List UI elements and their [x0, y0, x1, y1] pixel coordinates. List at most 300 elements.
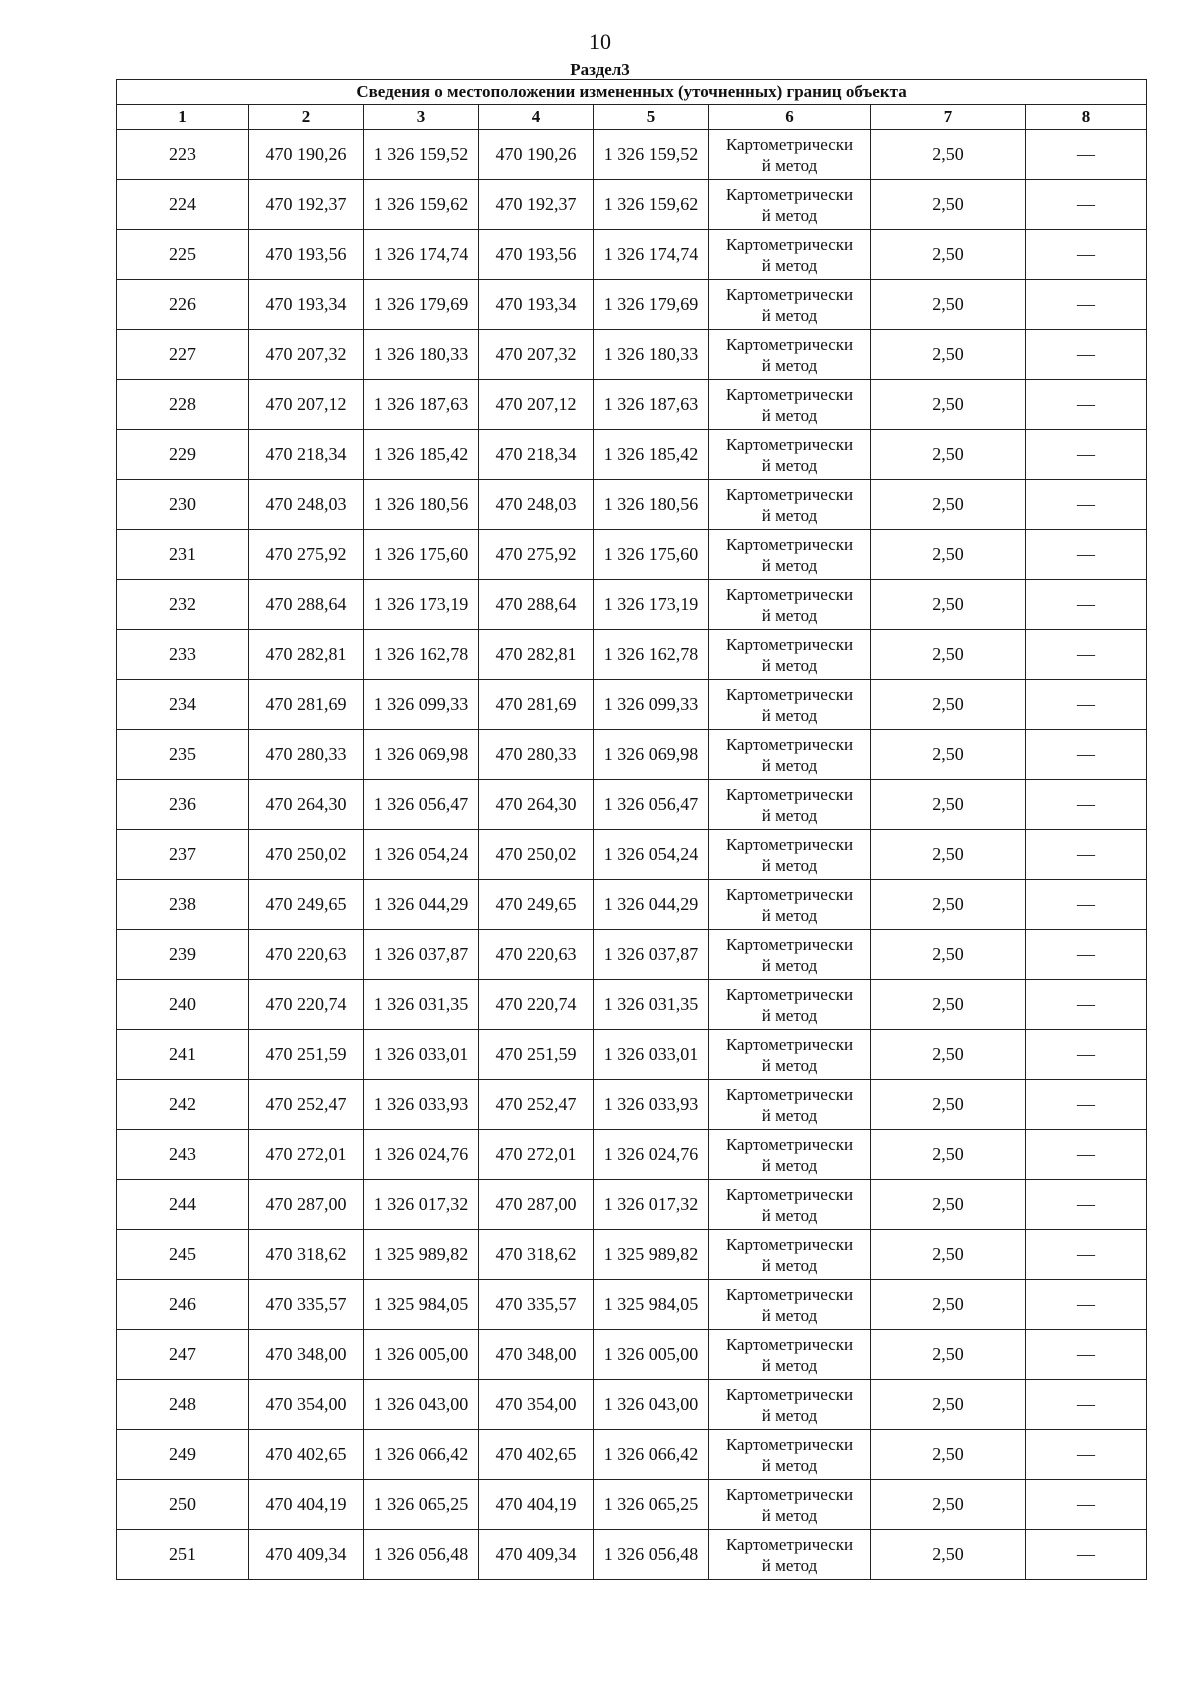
x-new-cell: 470 193,34 [479, 280, 594, 330]
y-existing-cell: 1 326 173,19 [364, 580, 479, 630]
column-number: 1 [117, 105, 249, 130]
section-title: Раздел3 [570, 60, 630, 79]
method-cell [709, 630, 871, 680]
y-new-cell: 1 326 005,00 [594, 1330, 709, 1380]
point-number-cell: 231 [117, 530, 249, 580]
table-row [117, 1380, 1147, 1430]
table-row [117, 1530, 1147, 1580]
table-row [117, 480, 1147, 530]
y-new-cell: 1 326 069,98 [594, 730, 709, 780]
table-row [117, 680, 1147, 730]
method-text-line: Картометрически [725, 984, 854, 1004]
x-existing-cell: 470 207,12 [249, 380, 364, 430]
method-text-line: Картометрически [725, 934, 854, 954]
y-existing-cell: 1 326 179,69 [364, 280, 479, 330]
x-existing-cell: 470 280,33 [249, 730, 364, 780]
accuracy-cell: 2,50 [871, 1180, 1026, 1230]
column-number: 7 [871, 105, 1026, 130]
column-number: 8 [1026, 105, 1147, 130]
y-existing-cell: 1 325 984,05 [364, 1280, 479, 1330]
description-cell: — [1026, 230, 1147, 280]
table-row [117, 1130, 1147, 1180]
method-text-line: Картометрически [725, 1084, 854, 1104]
y-existing-cell: 1 326 162,78 [364, 630, 479, 680]
method-text-line: й метод [761, 505, 818, 525]
y-new-cell: 1 326 187,63 [594, 380, 709, 430]
column-number: 3 [364, 105, 479, 130]
x-existing-cell: 470 318,62 [249, 1230, 364, 1280]
accuracy-cell: 2,50 [871, 130, 1026, 180]
method-text-line: Картометрически [725, 584, 854, 604]
table-row [117, 130, 1147, 180]
x-new-cell: 470 252,47 [479, 1080, 594, 1130]
point-number-cell: 232 [117, 580, 249, 630]
description-cell: — [1026, 930, 1147, 980]
method-cell [709, 380, 871, 430]
method-cell [709, 480, 871, 530]
method-text-line: Картометрически [725, 1484, 854, 1504]
table-row [117, 1480, 1147, 1530]
description-cell: — [1026, 1230, 1147, 1280]
y-existing-cell: 1 326 024,76 [364, 1130, 479, 1180]
x-new-cell: 470 281,69 [479, 680, 594, 730]
y-new-cell: 1 326 043,00 [594, 1380, 709, 1430]
method-text-line: Картометрически [725, 1284, 854, 1304]
method-text-line: Картометрически [725, 1434, 854, 1454]
table-row [117, 280, 1147, 330]
method-cell [709, 1280, 871, 1330]
point-number-cell: 240 [117, 980, 249, 1030]
accuracy-cell: 2,50 [871, 1480, 1026, 1530]
y-existing-cell: 1 326 066,42 [364, 1430, 479, 1480]
method-cell [709, 330, 871, 380]
x-new-cell: 470 282,81 [479, 630, 594, 680]
point-number-cell: 242 [117, 1080, 249, 1130]
method-text-line: Картометрически [725, 434, 854, 454]
point-number-cell: 230 [117, 480, 249, 530]
accuracy-cell: 2,50 [871, 730, 1026, 780]
method-cell [709, 1330, 871, 1380]
description-cell: — [1026, 380, 1147, 430]
method-text-line: Картометрически [725, 334, 854, 354]
method-text-line: Картометрически [725, 1134, 854, 1154]
method-text-line: Картометрически [725, 134, 854, 154]
y-new-cell: 1 326 180,33 [594, 330, 709, 380]
method-text-line: й метод [761, 655, 818, 675]
accuracy-cell: 2,50 [871, 880, 1026, 930]
method-text-line: Картометрически [725, 534, 854, 554]
x-existing-cell: 470 409,34 [249, 1530, 364, 1580]
method-cell [709, 730, 871, 780]
table-row [117, 330, 1147, 380]
accuracy-cell: 2,50 [871, 830, 1026, 880]
point-number-cell: 224 [117, 180, 249, 230]
y-new-cell: 1 326 037,87 [594, 930, 709, 980]
y-new-cell: 1 326 044,29 [594, 880, 709, 930]
table-row [117, 1330, 1147, 1380]
method-text-line: й метод [761, 1305, 818, 1325]
method-cell [709, 1080, 871, 1130]
method-text-line: й метод [761, 1155, 818, 1175]
x-new-cell: 470 402,65 [479, 1430, 594, 1480]
table-row [117, 230, 1147, 280]
y-new-cell: 1 326 174,74 [594, 230, 709, 280]
point-number-cell: 245 [117, 1230, 249, 1280]
x-new-cell: 470 288,64 [479, 580, 594, 630]
method-text-line: й метод [761, 905, 818, 925]
description-cell: — [1026, 180, 1147, 230]
y-new-cell: 1 326 162,78 [594, 630, 709, 680]
description-cell: — [1026, 680, 1147, 730]
method-text-line: Картометрически [725, 184, 854, 204]
x-new-cell: 470 348,00 [479, 1330, 594, 1380]
method-text-line: Картометрически [725, 784, 854, 804]
method-text-line: Картометрически [725, 884, 854, 904]
y-new-cell: 1 326 031,35 [594, 980, 709, 1030]
point-number-cell: 223 [117, 130, 249, 180]
method-text-line: й метод [761, 405, 818, 425]
accuracy-cell: 2,50 [871, 980, 1026, 1030]
accuracy-cell: 2,50 [871, 580, 1026, 630]
x-new-cell: 470 251,59 [479, 1030, 594, 1080]
table-row [117, 630, 1147, 680]
x-new-cell: 470 250,02 [479, 830, 594, 880]
description-cell: — [1026, 1030, 1147, 1080]
x-existing-cell: 470 404,19 [249, 1480, 364, 1530]
method-cell [709, 180, 871, 230]
method-text-line: Картометрически [725, 684, 854, 704]
method-cell [709, 1230, 871, 1280]
method-cell [709, 1030, 871, 1080]
method-text-line: й метод [761, 1055, 818, 1075]
description-cell: — [1026, 730, 1147, 780]
point-number-cell: 234 [117, 680, 249, 730]
method-text-line: й метод [761, 1255, 818, 1275]
point-number-cell: 237 [117, 830, 249, 880]
accuracy-cell: 2,50 [871, 780, 1026, 830]
y-new-cell: 1 326 056,47 [594, 780, 709, 830]
description-cell: — [1026, 130, 1147, 180]
method-cell [709, 430, 871, 480]
table-row [117, 430, 1147, 480]
table-row [117, 780, 1147, 830]
y-new-cell: 1 326 066,42 [594, 1430, 709, 1480]
y-new-cell: 1 326 033,01 [594, 1030, 709, 1080]
point-number-cell: 241 [117, 1030, 249, 1080]
x-new-cell: 470 287,00 [479, 1180, 594, 1230]
y-existing-cell: 1 326 017,32 [364, 1180, 479, 1230]
description-cell: — [1026, 1480, 1147, 1530]
method-text-line: Картометрически [725, 1384, 854, 1404]
x-existing-cell: 470 251,59 [249, 1030, 364, 1080]
method-text-line: й метод [761, 1555, 818, 1575]
x-existing-cell: 470 348,00 [249, 1330, 364, 1380]
method-cell [709, 280, 871, 330]
x-new-cell: 470 272,01 [479, 1130, 594, 1180]
x-existing-cell: 470 248,03 [249, 480, 364, 530]
table-row [117, 930, 1147, 980]
y-existing-cell: 1 326 099,33 [364, 680, 479, 730]
x-new-cell: 470 207,12 [479, 380, 594, 430]
accuracy-cell: 2,50 [871, 180, 1026, 230]
y-new-cell: 1 326 159,52 [594, 130, 709, 180]
point-number-cell: 250 [117, 1480, 249, 1530]
y-new-cell: 1 326 056,48 [594, 1530, 709, 1580]
y-existing-cell: 1 326 180,33 [364, 330, 479, 380]
x-new-cell: 470 264,30 [479, 780, 594, 830]
x-existing-cell: 470 250,02 [249, 830, 364, 880]
method-text-line: й метод [761, 355, 818, 375]
x-new-cell: 470 280,33 [479, 730, 594, 780]
method-cell [709, 580, 871, 630]
y-existing-cell: 1 326 069,98 [364, 730, 479, 780]
point-number-cell: 225 [117, 230, 249, 280]
x-existing-cell: 470 220,63 [249, 930, 364, 980]
point-number-cell: 235 [117, 730, 249, 780]
method-text-line: й метод [761, 205, 818, 225]
x-existing-cell: 470 252,47 [249, 1080, 364, 1130]
accuracy-cell: 2,50 [871, 230, 1026, 280]
table-row [117, 830, 1147, 880]
description-cell: — [1026, 830, 1147, 880]
point-number-cell: 228 [117, 380, 249, 430]
method-text-line: Картометрически [725, 1234, 854, 1254]
y-existing-cell: 1 326 044,29 [364, 880, 479, 930]
x-new-cell: 470 335,57 [479, 1280, 594, 1330]
method-cell [709, 1380, 871, 1430]
x-new-cell: 470 207,32 [479, 330, 594, 380]
y-existing-cell: 1 326 159,62 [364, 180, 479, 230]
method-text-line: Картометрически [725, 284, 854, 304]
method-text-line: й метод [761, 1105, 818, 1125]
method-text-line: й метод [761, 1005, 818, 1025]
method-text-line: й метод [761, 705, 818, 725]
x-new-cell: 470 218,34 [479, 430, 594, 480]
y-existing-cell: 1 326 180,56 [364, 480, 479, 530]
y-new-cell: 1 326 180,56 [594, 480, 709, 530]
x-existing-cell: 470 192,37 [249, 180, 364, 230]
point-number-cell: 227 [117, 330, 249, 380]
point-number-cell: 233 [117, 630, 249, 680]
y-new-cell: 1 326 017,32 [594, 1180, 709, 1230]
accuracy-cell: 2,50 [871, 630, 1026, 680]
boundary-coordinates-table [116, 79, 1147, 1580]
description-cell: — [1026, 1530, 1147, 1580]
method-cell [709, 780, 871, 830]
x-existing-cell: 470 193,56 [249, 230, 364, 280]
method-text-line: Картометрически [725, 384, 854, 404]
table-row [117, 880, 1147, 930]
table-row [117, 1030, 1147, 1080]
y-existing-cell: 1 326 065,25 [364, 1480, 479, 1530]
y-existing-cell: 1 326 174,74 [364, 230, 479, 280]
y-new-cell: 1 326 179,69 [594, 280, 709, 330]
method-text-line: Картометрически [725, 1184, 854, 1204]
point-number-cell: 236 [117, 780, 249, 830]
x-new-cell: 470 318,62 [479, 1230, 594, 1280]
y-new-cell: 1 326 173,19 [594, 580, 709, 630]
y-existing-cell: 1 326 033,93 [364, 1080, 479, 1130]
method-text-line: й метод [761, 1355, 818, 1375]
y-existing-cell: 1 326 185,42 [364, 430, 479, 480]
y-existing-cell: 1 326 175,60 [364, 530, 479, 580]
description-cell: — [1026, 630, 1147, 680]
table-row [117, 1280, 1147, 1330]
x-new-cell: 470 409,34 [479, 1530, 594, 1580]
point-number-cell: 251 [117, 1530, 249, 1580]
method-text-line: Картометрически [725, 734, 854, 754]
method-text-line: Картометрически [725, 834, 854, 854]
table-body [117, 130, 1147, 1580]
table-row [117, 1080, 1147, 1130]
accuracy-cell: 2,50 [871, 1430, 1026, 1480]
point-number-cell: 247 [117, 1330, 249, 1380]
point-number-cell: 248 [117, 1380, 249, 1430]
x-new-cell: 470 404,19 [479, 1480, 594, 1530]
point-number-cell: 249 [117, 1430, 249, 1480]
x-new-cell: 470 248,03 [479, 480, 594, 530]
y-existing-cell: 1 325 989,82 [364, 1230, 479, 1280]
x-new-cell: 470 275,92 [479, 530, 594, 580]
accuracy-cell: 2,50 [871, 1030, 1026, 1080]
y-existing-cell: 1 326 005,00 [364, 1330, 479, 1380]
y-existing-cell: 1 326 054,24 [364, 830, 479, 880]
x-existing-cell: 470 190,26 [249, 130, 364, 180]
y-existing-cell: 1 326 033,01 [364, 1030, 479, 1080]
column-number: 5 [594, 105, 709, 130]
page-number: 10 [589, 29, 611, 54]
x-new-cell: 470 192,37 [479, 180, 594, 230]
y-existing-cell: 1 326 056,47 [364, 780, 479, 830]
accuracy-cell: 2,50 [871, 530, 1026, 580]
description-cell: — [1026, 1280, 1147, 1330]
y-new-cell: 1 326 054,24 [594, 830, 709, 880]
x-new-cell: 470 220,63 [479, 930, 594, 980]
x-existing-cell: 470 402,65 [249, 1430, 364, 1480]
y-new-cell: 1 326 185,42 [594, 430, 709, 480]
description-cell: — [1026, 480, 1147, 530]
accuracy-cell: 2,50 [871, 480, 1026, 530]
method-cell [709, 1430, 871, 1480]
point-number-cell: 226 [117, 280, 249, 330]
method-cell [709, 930, 871, 980]
method-text-line: й метод [761, 1405, 818, 1425]
x-existing-cell: 470 281,69 [249, 680, 364, 730]
method-text-line: й метод [761, 455, 818, 475]
table-row [117, 380, 1147, 430]
table-row [117, 1180, 1147, 1230]
method-text-line: й метод [761, 1455, 818, 1475]
accuracy-cell: 2,50 [871, 430, 1026, 480]
method-text-line: Картометрически [725, 1534, 854, 1554]
column-number: 6 [709, 105, 871, 130]
accuracy-cell: 2,50 [871, 1080, 1026, 1130]
method-cell [709, 130, 871, 180]
method-text-line: Картометрически [725, 1034, 854, 1054]
y-new-cell: 1 326 159,62 [594, 180, 709, 230]
table-row [117, 1430, 1147, 1480]
point-number-cell: 246 [117, 1280, 249, 1330]
x-existing-cell: 470 193,34 [249, 280, 364, 330]
method-text-line: й метод [761, 305, 818, 325]
x-existing-cell: 470 282,81 [249, 630, 364, 680]
method-text-line: й метод [761, 255, 818, 275]
accuracy-cell: 2,50 [871, 1530, 1026, 1580]
x-existing-cell: 470 249,65 [249, 880, 364, 930]
x-new-cell: 470 354,00 [479, 1380, 594, 1430]
point-number-cell: 239 [117, 930, 249, 980]
accuracy-cell: 2,50 [871, 380, 1026, 430]
table-caption: Сведения о местоположении измененных (уточненных) границ объекта [117, 80, 1147, 105]
table-row [117, 1230, 1147, 1280]
accuracy-cell: 2,50 [871, 680, 1026, 730]
y-new-cell: 1 325 984,05 [594, 1280, 709, 1330]
method-text-line: й метод [761, 555, 818, 575]
y-new-cell: 1 326 099,33 [594, 680, 709, 730]
description-cell: — [1026, 330, 1147, 380]
description-cell: — [1026, 430, 1147, 480]
accuracy-cell: 2,50 [871, 1280, 1026, 1330]
method-text-line: й метод [761, 955, 818, 975]
description-cell: — [1026, 1080, 1147, 1130]
method-text-line: й метод [761, 155, 818, 175]
table-row [117, 530, 1147, 580]
x-existing-cell: 470 288,64 [249, 580, 364, 630]
method-cell [709, 230, 871, 280]
point-number-cell: 229 [117, 430, 249, 480]
method-text-line: й метод [761, 605, 818, 625]
x-existing-cell: 470 207,32 [249, 330, 364, 380]
x-existing-cell: 470 335,57 [249, 1280, 364, 1330]
method-text-line: Картометрически [725, 484, 854, 504]
column-number: 4 [479, 105, 594, 130]
y-existing-cell: 1 326 043,00 [364, 1380, 479, 1430]
x-existing-cell: 470 272,01 [249, 1130, 364, 1180]
description-cell: — [1026, 780, 1147, 830]
x-existing-cell: 470 264,30 [249, 780, 364, 830]
x-new-cell: 470 220,74 [479, 980, 594, 1030]
description-cell: — [1026, 530, 1147, 580]
description-cell: — [1026, 980, 1147, 1030]
method-cell [709, 980, 871, 1030]
accuracy-cell: 2,50 [871, 280, 1026, 330]
y-new-cell: 1 326 175,60 [594, 530, 709, 580]
x-existing-cell: 470 220,74 [249, 980, 364, 1030]
accuracy-cell: 2,50 [871, 1130, 1026, 1180]
description-cell: — [1026, 1330, 1147, 1380]
description-cell: — [1026, 1430, 1147, 1480]
accuracy-cell: 2,50 [871, 1230, 1026, 1280]
accuracy-cell: 2,50 [871, 930, 1026, 980]
accuracy-cell: 2,50 [871, 330, 1026, 380]
method-text-line: й метод [761, 855, 818, 875]
method-text-line: й метод [761, 805, 818, 825]
method-text-line: й метод [761, 755, 818, 775]
accuracy-cell: 2,50 [871, 1330, 1026, 1380]
point-number-cell: 238 [117, 880, 249, 930]
method-cell [709, 830, 871, 880]
method-cell [709, 1130, 871, 1180]
point-number-cell: 244 [117, 1180, 249, 1230]
x-new-cell: 470 249,65 [479, 880, 594, 930]
table-row [117, 580, 1147, 630]
x-existing-cell: 470 218,34 [249, 430, 364, 480]
y-new-cell: 1 326 024,76 [594, 1130, 709, 1180]
y-existing-cell: 1 326 031,35 [364, 980, 479, 1030]
y-new-cell: 1 326 033,93 [594, 1080, 709, 1130]
x-new-cell: 470 190,26 [479, 130, 594, 180]
method-cell [709, 530, 871, 580]
